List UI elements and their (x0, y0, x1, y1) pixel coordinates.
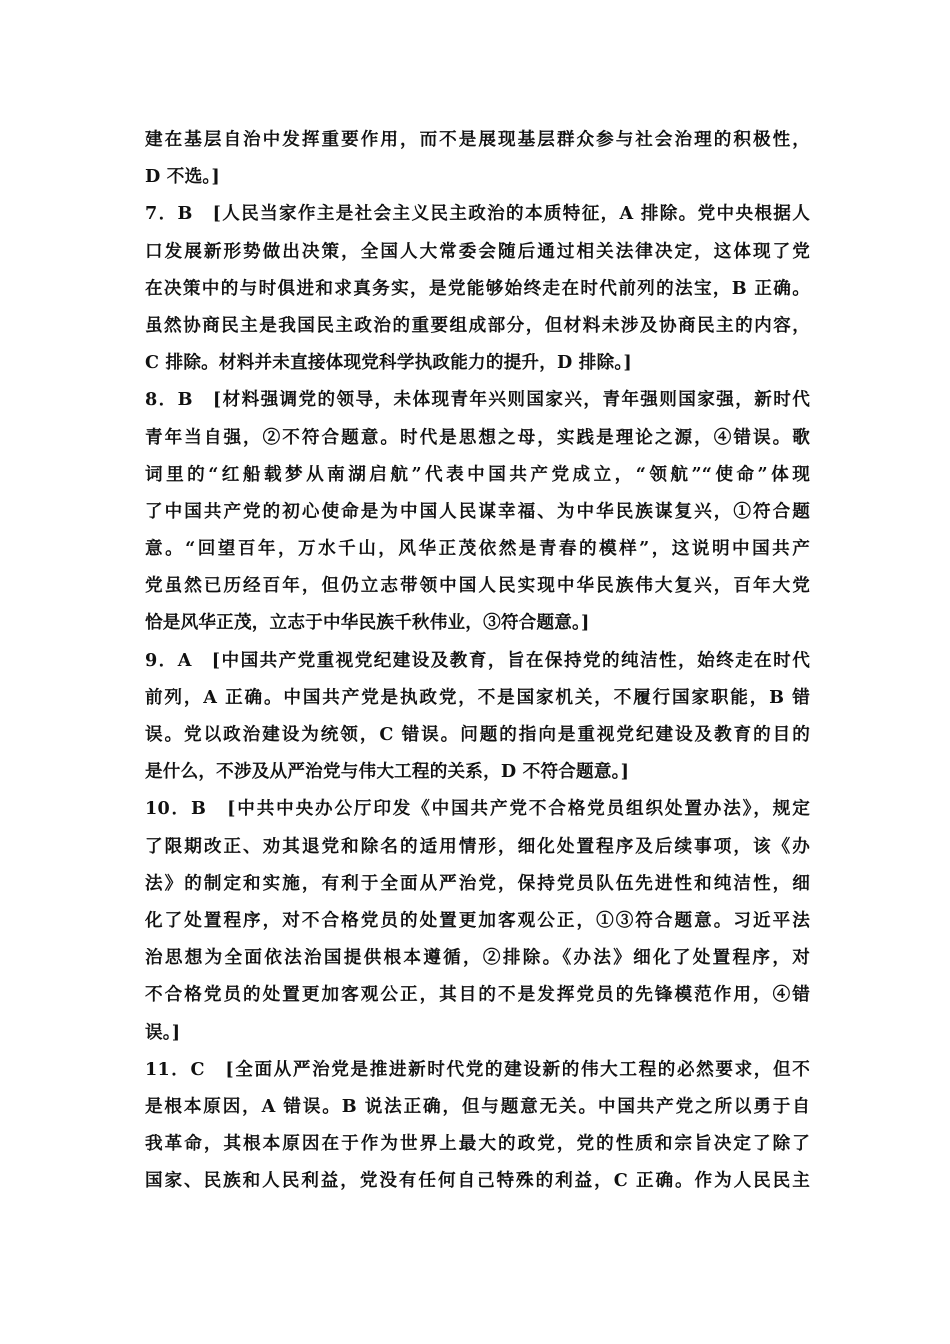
answer-9-line: 9．A [中国共产党重视党纪建设及教育，旨在保持党的纯洁性，始终走在时代 (145, 649, 810, 671)
text-line: 在决策中的与时俱进和求真务实，是党能够始终走在时代前列的法宝，B 正确。 (145, 277, 810, 299)
text-line: 青年当自强，②不符合题意。时代是思想之母，实践是理论之源，④错误。歌 (145, 426, 810, 448)
text-line: 不合格党员的处置更加客观公正，其目的不是发挥党员的先锋模范作用，④错 (145, 984, 810, 1006)
text-line: 建在基层自治中发挥重要作用，而不是展现基层群众参与社会治理的积极性， (145, 129, 810, 150)
text-line: 是什么，不涉及从严治党与伟大工程的关系，D 不符合题意。] (145, 761, 630, 783)
text-line: C 排除。材料并未直接体现党科学执政能力的提升，D 排除。] (145, 352, 632, 374)
text-line: 意。“回望百年，万水千山，风华正茂依然是青春的模样”，这说明中国共产 (145, 538, 810, 560)
text-line: 了限期改正、劝其退党和除名的适用情形，细化处置程序及后续事项，该《办 (145, 835, 810, 857)
text-line: 词里的“红船载梦从南湖启航”代表中国共产党成立，“领航”“使命”体现 (145, 463, 810, 485)
text-line: D 不选。] (145, 166, 220, 188)
answer-text-block (145, 121, 810, 1199)
text-line: 误。] (145, 1021, 181, 1043)
answer-10-line: 10．B [中共中央办公厅印发《中国共产党不合格党员组织处置办法》，规定 (145, 798, 810, 820)
text-line: 我革命，其根本原因在于作为世界上最大的政党，党的性质和宗旨决定了除了 (145, 1133, 810, 1155)
text-line: 前列，A 正确。中国共产党是执政党，不是国家机关，不履行国家职能，B 错 (145, 686, 810, 708)
answer-11-line: 11．C [全面从严治党是推进新时代党的建设新的伟大工程的必然要求，但不 (145, 1058, 810, 1080)
text-line: 恰是风华正茂，立志于中华民族千秋伟业，③符合题意。] (145, 612, 590, 634)
text-line: 是根本原因，A 错误。B 说法正确，但与题意无关。中国共产党之所以勇于自 (145, 1095, 810, 1117)
text-line: 化了处置程序，对不合格党员的处置更加客观公正，①③符合题意。习近平法 (145, 909, 810, 931)
text-line: 治思想为全面依法治国提供根本遵循，②排除。《办法》细化了处置程序，对 (145, 947, 810, 969)
text-line: 国家、民族和人民利益，党没有任何自己特殊的利益，C 正确。作为人民民主 (145, 1170, 810, 1192)
text-line: 党虽然已历经百年，但仍立志带领中国人民实现中华民族伟大复兴，百年大党 (145, 575, 810, 597)
text-line: 虽然协商民主是我国民主政治的重要组成部分，但材料未涉及协商民主的内容， (145, 314, 810, 336)
text-line: 口发展新形势做出决策，全国人大常委会随后通过相关法律决定，这体现了党 (145, 240, 810, 262)
answer-7-line: 7．B [人民当家作主是社会主义民主政治的本质特征，A 排除。党中央根据人 (145, 203, 810, 225)
answer-8-line: 8．B [材料强调党的领导，未体现青年兴则国家兴，青年强则国家强，新时代 (145, 389, 810, 411)
text-line: 误。党以政治建设为统领，C 错误。问题的指向是重视党纪建设及教育的目的 (145, 724, 810, 745)
text-line: 了中国共产党的初心使命是为中国人民谋幸福、为中华民族谋复兴，①符合题 (145, 500, 810, 522)
text-line: 法》的制定和实施，有利于全面从严治党，保持党员队伍先进性和纯洁性，细 (145, 872, 810, 894)
